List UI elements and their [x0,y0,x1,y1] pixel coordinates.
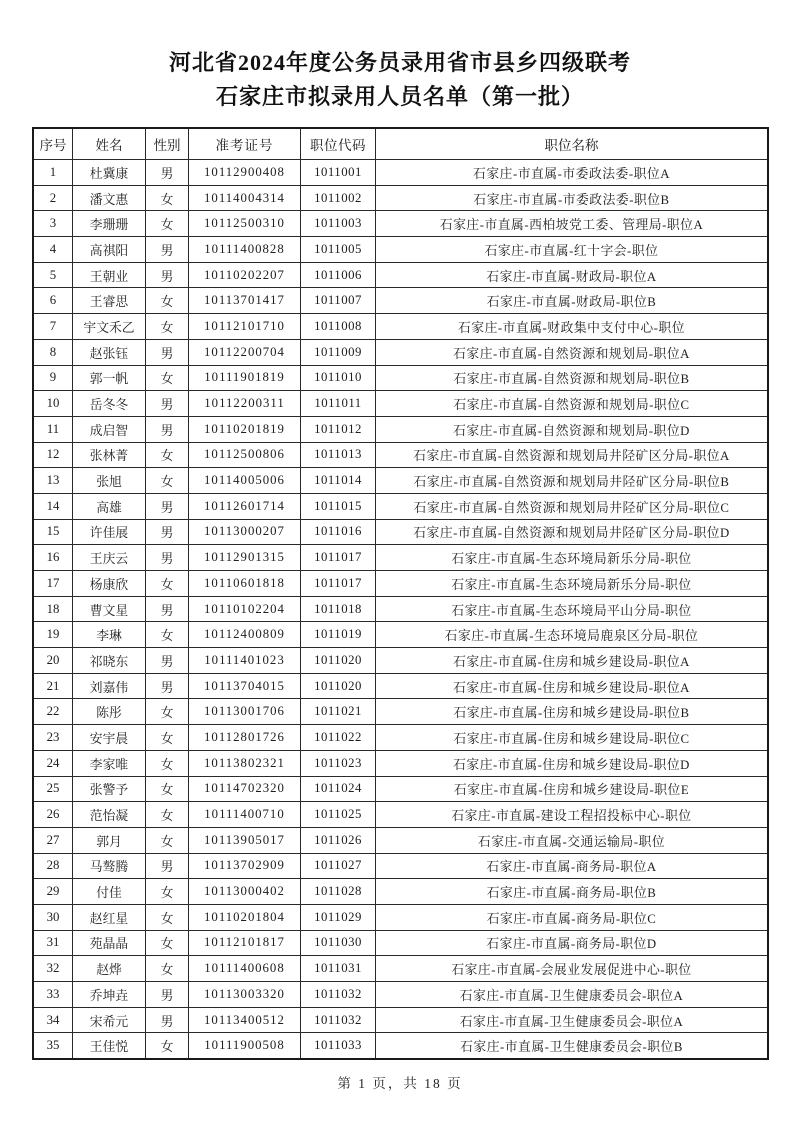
cell-position-title: 石家庄-市直属-住房和城乡建设局-职位E [376,776,769,802]
table-row [33,596,768,622]
header-position-code: 职位代码 [301,128,376,160]
cell-index: 14 [33,493,73,519]
cell-position-title: 石家庄-市直属-生态环境局新乐分局-职位 [376,545,769,571]
table-row [33,699,768,725]
cell-position-code: 1011031 [301,956,376,982]
table-row [33,339,768,365]
cell-index: 25 [33,776,73,802]
cell-gender: 男 [146,1007,189,1033]
cell-name: 马骜腾 [73,853,146,879]
cell-position-title: 石家庄-市直属-住房和城乡建设局-职位A [376,673,769,699]
cell-position-title: 石家庄-市直属-市委政法委-职位B [376,185,769,211]
cell-name: 张旭 [73,468,146,494]
cell-name: 付佳 [73,879,146,905]
cell-name: 郭一帆 [73,365,146,391]
cell-position-code: 1011017 [301,571,376,597]
table-row [33,982,768,1008]
cell-gender: 男 [146,648,189,674]
cell-gender: 男 [146,545,189,571]
cell-exam-number: 10112101817 [189,930,301,956]
cell-exam-number: 10113702909 [189,853,301,879]
table-row [33,725,768,751]
cell-index: 7 [33,314,73,340]
cell-name: 潘文惠 [73,185,146,211]
cell-index: 9 [33,365,73,391]
cell-position-title: 石家庄-市直属-住房和城乡建设局-职位B [376,699,769,725]
header-index: 序号 [33,128,73,160]
cell-position-title: 石家庄-市直属-住房和城乡建设局-职位D [376,750,769,776]
table-row [33,1033,768,1059]
cell-gender: 男 [146,596,189,622]
cell-exam-number: 10114702320 [189,776,301,802]
cell-exam-number: 10111901819 [189,365,301,391]
cell-position-title: 石家庄-市直属-财政集中支付中心-职位 [376,314,769,340]
cell-position-title: 石家庄-市直属-财政局-职位B [376,288,769,314]
document-title [0,46,800,114]
cell-name: 陈彤 [73,699,146,725]
table-row [33,185,768,211]
cell-position-title: 石家庄-市直属-自然资源和规划局井陉矿区分局-职位D [376,519,769,545]
cell-position-code: 1011014 [301,468,376,494]
cell-gender: 女 [146,699,189,725]
cell-gender: 女 [146,468,189,494]
cell-index: 8 [33,339,73,365]
cell-index: 18 [33,596,73,622]
cell-position-code: 1011013 [301,442,376,468]
cell-exam-number: 10110201819 [189,416,301,442]
cell-exam-number: 10113802321 [189,750,301,776]
cell-gender: 男 [146,416,189,442]
cell-exam-number: 10113701417 [189,288,301,314]
cell-position-code: 1011032 [301,982,376,1008]
cell-name: 宇文禾乙 [73,314,146,340]
cell-position-title: 石家庄-市直属-商务局-职位A [376,853,769,879]
cell-exam-number: 10111900508 [189,1033,301,1059]
cell-position-title: 石家庄-市直属-建设工程招投标中心-职位 [376,802,769,828]
table-row [33,1007,768,1033]
cell-gender: 男 [146,982,189,1008]
cell-name: 安宇晨 [73,725,146,751]
cell-exam-number: 10112200704 [189,339,301,365]
cell-name: 王庆云 [73,545,146,571]
cell-gender: 女 [146,622,189,648]
cell-gender: 男 [146,519,189,545]
roster-table [32,127,769,1060]
cell-position-title: 石家庄-市直属-生态环境局鹿泉区分局-职位 [376,622,769,648]
cell-name: 祁晓东 [73,648,146,674]
cell-index: 29 [33,879,73,905]
cell-position-code: 1011017 [301,545,376,571]
cell-exam-number: 10114005006 [189,468,301,494]
cell-position-code: 1011021 [301,699,376,725]
cell-name: 杜冀康 [73,160,146,186]
cell-exam-number: 10112101710 [189,314,301,340]
cell-gender: 女 [146,1033,189,1059]
cell-position-title: 石家庄-市直属-财政局-职位A [376,262,769,288]
cell-index: 27 [33,827,73,853]
cell-exam-number: 10112500806 [189,442,301,468]
header-row [33,128,768,160]
table-row [33,288,768,314]
table-row [33,160,768,186]
cell-index: 20 [33,648,73,674]
table-row [33,519,768,545]
cell-name: 曹文星 [73,596,146,622]
cell-position-code: 1011008 [301,314,376,340]
cell-gender: 男 [146,160,189,186]
table-row [33,776,768,802]
title-line-2: 石家庄市拟录用人员名单（第一批） [215,84,584,109]
cell-gender: 男 [146,853,189,879]
cell-position-title: 石家庄-市直属-自然资源和规划局-职位C [376,391,769,417]
cell-exam-number: 10113704015 [189,673,301,699]
cell-position-code: 1011030 [301,930,376,956]
cell-exam-number: 10113400512 [189,1007,301,1033]
cell-position-title: 石家庄-市直属-住房和城乡建设局-职位C [376,725,769,751]
cell-position-title: 石家庄-市直属-自然资源和规划局井陉矿区分局-职位C [376,493,769,519]
cell-exam-number: 10113003320 [189,982,301,1008]
cell-gender: 女 [146,930,189,956]
cell-gender: 男 [146,339,189,365]
cell-name: 张林菁 [73,442,146,468]
cell-name: 刘嘉伟 [73,673,146,699]
cell-gender: 女 [146,314,189,340]
cell-position-title: 石家庄-市直属-卫生健康委员会-职位A [376,1007,769,1033]
cell-name: 郭月 [73,827,146,853]
cell-exam-number: 10111400608 [189,956,301,982]
cell-position-code: 1011027 [301,853,376,879]
cell-position-title: 石家庄-市直属-自然资源和规划局井陉矿区分局-职位B [376,468,769,494]
cell-name: 宋希元 [73,1007,146,1033]
table-row [33,442,768,468]
cell-index: 26 [33,802,73,828]
cell-exam-number: 10112200311 [189,391,301,417]
cell-position-code: 1011015 [301,493,376,519]
header-gender: 性别 [146,128,189,160]
table-row [33,391,768,417]
cell-index: 35 [33,1033,73,1059]
cell-position-title: 石家庄-市直属-自然资源和规划局-职位B [376,365,769,391]
cell-gender: 女 [146,776,189,802]
cell-index: 13 [33,468,73,494]
cell-name: 赵红星 [73,904,146,930]
cell-exam-number: 10112801726 [189,725,301,751]
cell-gender: 女 [146,879,189,905]
cell-position-title: 石家庄-市直属-红十字会-职位 [376,237,769,263]
cell-position-title: 石家庄-市直属-卫生健康委员会-职位B [376,1033,769,1059]
cell-index: 10 [33,391,73,417]
table-row [33,879,768,905]
cell-name: 杨康欣 [73,571,146,597]
cell-index: 16 [33,545,73,571]
cell-exam-number: 10112901315 [189,545,301,571]
cell-position-code: 1011025 [301,802,376,828]
cell-index: 30 [33,904,73,930]
cell-gender: 女 [146,956,189,982]
cell-gender: 女 [146,365,189,391]
table-row [33,237,768,263]
cell-gender: 女 [146,571,189,597]
cell-position-code: 1011006 [301,262,376,288]
cell-exam-number: 10112601714 [189,493,301,519]
cell-position-title: 石家庄-市直属-自然资源和规划局井陉矿区分局-职位A [376,442,769,468]
cell-name: 李琳 [73,622,146,648]
table-row [33,827,768,853]
cell-exam-number: 10111401023 [189,648,301,674]
table-header [33,128,768,160]
cell-position-code: 1011019 [301,622,376,648]
cell-position-title: 石家庄-市直属-交通运输局-职位 [376,827,769,853]
cell-position-code: 1011026 [301,827,376,853]
cell-position-code: 1011010 [301,365,376,391]
cell-position-code: 1011007 [301,288,376,314]
page-number: 第 1 页，共 18 页 [337,1076,463,1091]
cell-gender: 女 [146,288,189,314]
cell-exam-number: 10110601818 [189,571,301,597]
cell-position-code: 1011018 [301,596,376,622]
table-row [33,930,768,956]
cell-position-code: 1011011 [301,391,376,417]
cell-index: 12 [33,442,73,468]
cell-position-code: 1011020 [301,673,376,699]
cell-exam-number: 10110201804 [189,904,301,930]
cell-name: 赵张钰 [73,339,146,365]
cell-position-code: 1011009 [301,339,376,365]
cell-position-code: 1011033 [301,1033,376,1059]
cell-exam-number: 10113000402 [189,879,301,905]
cell-name: 范怡凝 [73,802,146,828]
table-body [33,160,768,1059]
cell-position-code: 1011003 [301,211,376,237]
table-row [33,262,768,288]
cell-position-title: 石家庄-市直属-住房和城乡建设局-职位A [376,648,769,674]
cell-position-title: 石家庄-市直属-生态环境局新乐分局-职位 [376,571,769,597]
cell-name: 张警予 [73,776,146,802]
cell-index: 23 [33,725,73,751]
cell-position-code: 1011020 [301,648,376,674]
cell-index: 34 [33,1007,73,1033]
cell-gender: 男 [146,493,189,519]
cell-index: 33 [33,982,73,1008]
table-row [33,314,768,340]
cell-position-code: 1011022 [301,725,376,751]
table-row [33,365,768,391]
table-row [33,493,768,519]
cell-index: 32 [33,956,73,982]
cell-name: 李家唯 [73,750,146,776]
cell-position-title: 石家庄-市直属-卫生健康委员会-职位A [376,982,769,1008]
header-name: 姓名 [73,128,146,160]
table-row [33,468,768,494]
cell-exam-number: 10111400710 [189,802,301,828]
cell-name: 赵烨 [73,956,146,982]
header-exam-number: 准考证号 [189,128,301,160]
cell-position-code: 1011012 [301,416,376,442]
cell-exam-number: 10112500310 [189,211,301,237]
cell-gender: 女 [146,827,189,853]
cell-gender: 女 [146,904,189,930]
cell-index: 15 [33,519,73,545]
cell-gender: 女 [146,750,189,776]
cell-name: 李珊珊 [73,211,146,237]
table-row [33,904,768,930]
table-row [33,211,768,237]
cell-position-title: 石家庄-市直属-市委政法委-职位A [376,160,769,186]
table-row [33,545,768,571]
table-row [33,802,768,828]
table-row [33,622,768,648]
cell-exam-number: 10113001706 [189,699,301,725]
cell-gender: 女 [146,725,189,751]
cell-position-title: 石家庄-市直属-自然资源和规划局-职位A [376,339,769,365]
header-position-title: 职位名称 [376,128,769,160]
table-row [33,750,768,776]
cell-index: 22 [33,699,73,725]
cell-index: 4 [33,237,73,263]
cell-exam-number: 10110202207 [189,262,301,288]
cell-position-title: 石家庄-市直属-自然资源和规划局-职位D [376,416,769,442]
cell-name: 王睿思 [73,288,146,314]
cell-name: 成启智 [73,416,146,442]
cell-name: 岳冬冬 [73,391,146,417]
cell-position-code: 1011005 [301,237,376,263]
table-row [33,956,768,982]
cell-index: 1 [33,160,73,186]
cell-index: 24 [33,750,73,776]
cell-position-code: 1011032 [301,1007,376,1033]
cell-name: 苑晶晶 [73,930,146,956]
table-row [33,853,768,879]
cell-exam-number: 10114004314 [189,185,301,211]
table-row [33,673,768,699]
cell-position-title: 石家庄-市直属-会展业发展促进中心-职位 [376,956,769,982]
cell-name: 高祺阳 [73,237,146,263]
title-line-1: 河北省2024年度公务员录用省市县乡四级联考 [168,50,631,75]
cell-index: 28 [33,853,73,879]
cell-name: 高雄 [73,493,146,519]
cell-name: 王佳悦 [73,1033,146,1059]
cell-position-code: 1011002 [301,185,376,211]
cell-position-title: 石家庄-市直属-商务局-职位B [376,879,769,905]
cell-gender: 女 [146,802,189,828]
cell-gender: 男 [146,262,189,288]
cell-index: 5 [33,262,73,288]
cell-position-title: 石家庄-市直属-西柏坡党工委、管理局-职位A [376,211,769,237]
cell-name: 许佳展 [73,519,146,545]
cell-exam-number: 10110102204 [189,596,301,622]
cell-gender: 女 [146,442,189,468]
cell-index: 11 [33,416,73,442]
cell-index: 6 [33,288,73,314]
cell-gender: 男 [146,391,189,417]
cell-exam-number: 10113000207 [189,519,301,545]
cell-exam-number: 10112400809 [189,622,301,648]
cell-position-code: 1011001 [301,160,376,186]
cell-position-code: 1011028 [301,879,376,905]
cell-exam-number: 10113905017 [189,827,301,853]
table-row [33,648,768,674]
cell-position-title: 石家庄-市直属-商务局-职位D [376,930,769,956]
cell-index: 31 [33,930,73,956]
cell-name: 乔坤垚 [73,982,146,1008]
cell-name: 王朝业 [73,262,146,288]
cell-position-title: 石家庄-市直属-商务局-职位C [376,904,769,930]
cell-gender: 男 [146,673,189,699]
cell-index: 17 [33,571,73,597]
cell-index: 3 [33,211,73,237]
cell-exam-number: 10111400828 [189,237,301,263]
cell-position-code: 1011029 [301,904,376,930]
cell-index: 19 [33,622,73,648]
cell-position-code: 1011024 [301,776,376,802]
cell-gender: 女 [146,211,189,237]
table-row [33,571,768,597]
table-row [33,416,768,442]
cell-index: 2 [33,185,73,211]
cell-exam-number: 10112900408 [189,160,301,186]
cell-position-title: 石家庄-市直属-生态环境局平山分局-职位 [376,596,769,622]
cell-gender: 女 [146,185,189,211]
cell-gender: 男 [146,237,189,263]
cell-index: 21 [33,673,73,699]
cell-position-code: 1011023 [301,750,376,776]
cell-position-code: 1011016 [301,519,376,545]
